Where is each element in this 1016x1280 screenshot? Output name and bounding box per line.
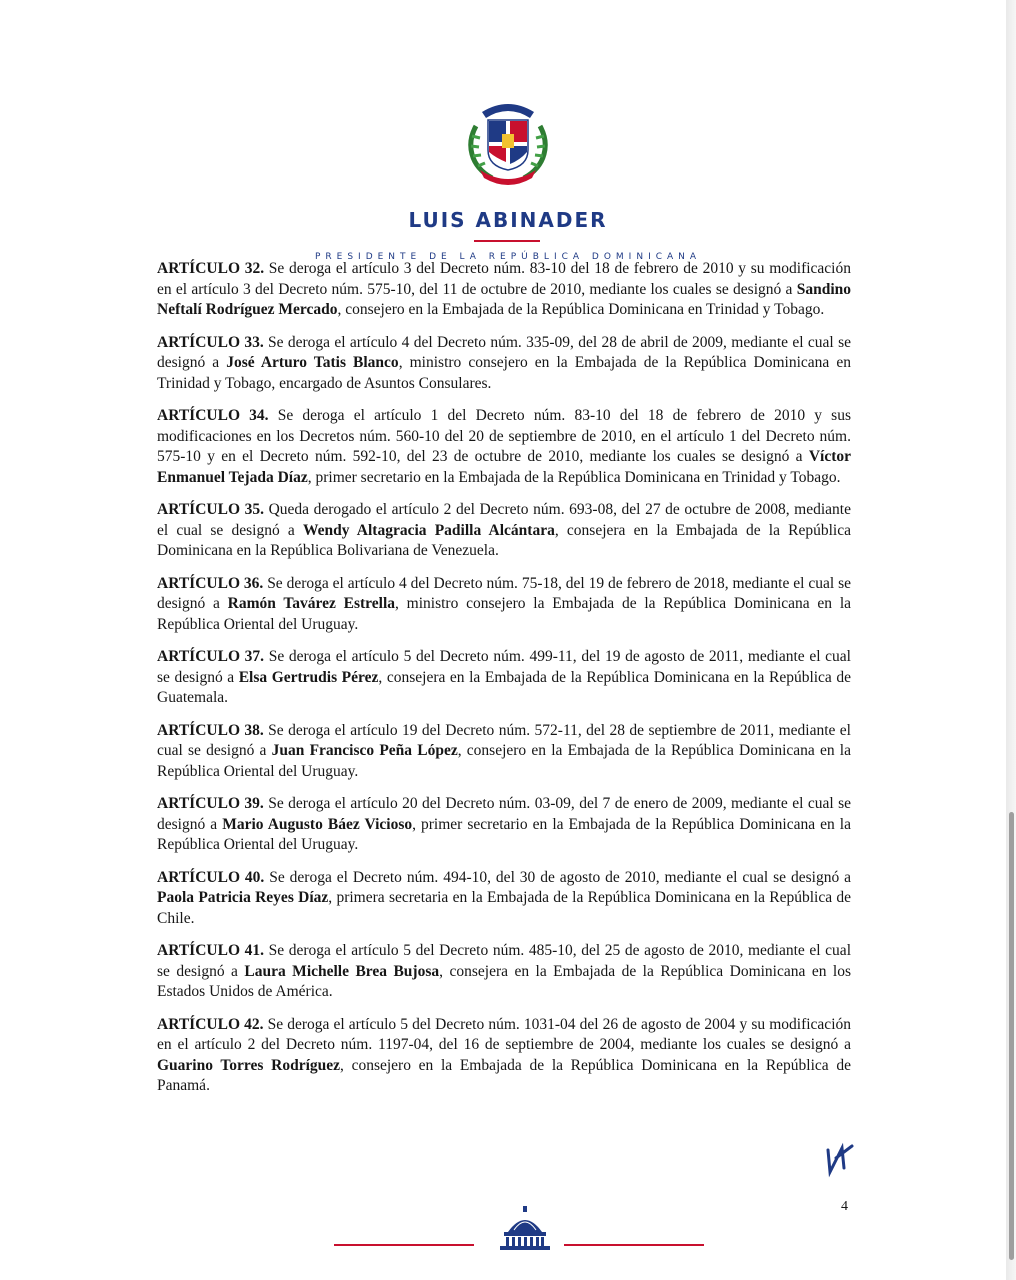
article-heading: ARTÍCULO 33.: [157, 333, 264, 351]
article-text: Se deroga el artículo 5 del Decreto núm. 485-10, del 25 de agosto de 2010, mediante el cual se designó a: [157, 942, 851, 980]
designee-name: Paola Patricia Reyes Díaz: [157, 889, 329, 906]
article-text: , consejera en la Embajada de la República Dominicana en la República de Guatemala.: [157, 668, 852, 706]
president-subtitle: PRESIDENTE DE LA REPÚBLICA DOMINICANA: [314, 252, 702, 262]
article-text: , consejero en la Embajada de la República Dominicana en Trinidad y Tobago.: [337, 301, 825, 318]
article-33: [157, 333, 851, 395]
article-heading: ARTÍCULO 34.: [157, 407, 269, 424]
article-text: , primer secretario en la Embajada de la República Dominicana en Trinidad y Tobago.: [307, 468, 841, 486]
article-36: [157, 574, 851, 636]
article-text: , consejera en la Embajada de la República Dominicana en la República Bolivariana de Venezuela.: [157, 521, 851, 559]
article-37: [157, 647, 851, 709]
article-40: [157, 868, 851, 930]
article-heading: ARTÍCULO 36.: [157, 574, 264, 592]
designee-name: Elsa Gertrudis Pérez: [238, 668, 379, 686]
footer-rule-right: [564, 1244, 704, 1246]
article-text: Se deroga el artículo 20 del Decreto núm. 03-09, del 7 de enero de 2009, mediante el cual se designó a: [157, 795, 851, 833]
president-name: LUIS ABINADER: [408, 208, 608, 232]
designee-name: Mario Augusto Báez Vicioso: [222, 815, 413, 833]
article-text: Se deroga el artículo 4 del Decreto núm. 75-18, del 19 de febrero de 2018, mediante el cual se designó a: [157, 574, 851, 612]
article-42: [157, 1015, 851, 1097]
designee-name: Guarino Torres Rodríguez: [157, 1056, 341, 1074]
coat-of-arms-icon: [462, 96, 554, 188]
article-text: Se deroga el artículo 1 del Decreto núm. 83-10 del 18 de febrero de 2010 y sus modificaciones en los Decretos núm. 560-10 del 20 de septiembre de 2010, en el artículo 1 del Decreto núm. 575-10 y en el Decreto núm. 592-10, del 23 de octubre de 2010, mediante los cuales se designó a: [157, 407, 851, 465]
designee-name: Ramón Tavárez Estrella: [227, 595, 396, 612]
article-text: Se deroga el artículo 3 del Decreto núm. 83-10 del 18 de febrero de 2010 y su modificación en el artículo 3 del Decreto núm. 575-10, del 11 de octubre de 2010, mediante los cuales se designó a: [157, 260, 851, 298]
designee-name: Wendy Altagracia Padilla Alcántara: [302, 521, 555, 539]
article-text: , primera secretaria en la Embajada de la República Dominicana en la República de Chile.: [157, 889, 852, 927]
article-heading: ARTÍCULO 39.: [157, 795, 264, 812]
article-text: , consejera en la Embajada de la República Dominicana en los Estados Unidos de América.: [157, 962, 852, 1000]
article-heading: ARTÍCULO 42.: [157, 1015, 264, 1033]
article-heading: ARTÍCULO 38.: [157, 721, 264, 739]
footer-rule-left: [334, 1244, 474, 1246]
article-text: Se deroga el artículo 5 del Decreto núm. 1031-04 del 26 de agosto de 2004 y su modificación en el artículo 2 del Decreto núm. 1197-04, del 16 de septiembre de 2004, mediante los cuales se designó a: [157, 1015, 851, 1053]
article-text: Se deroga el artículo 4 del Decreto núm. 335-09, del 28 de abril de 2009, mediante el cual se designó a: [157, 333, 851, 371]
article-heading: ARTÍCULO 37.: [157, 648, 265, 665]
article-text: , consejero en la Embajada de la República Dominicana en la República Oriental del Uruguay.: [157, 742, 851, 780]
article-34: [157, 406, 851, 488]
article-text: Se deroga el Decreto núm. 494-10, del 30 de agosto de 2010, mediante el cual se designó a: [264, 868, 852, 886]
article-heading: ARTÍCULO 40.: [157, 868, 265, 886]
name-underline: [474, 240, 540, 242]
scrollbar[interactable]: [1009, 812, 1014, 1260]
designee-name: Laura Michelle Brea Bujosa: [244, 962, 440, 980]
article-38: [157, 721, 851, 783]
palace-dome-icon: [498, 1206, 552, 1252]
article-35: [157, 500, 851, 562]
designee-name: José Arturo Tatis Blanco: [226, 354, 399, 371]
initials-signature-icon: [822, 1138, 856, 1178]
designee-name: Sandino Neftalí Rodríguez Mercado: [157, 280, 851, 318]
article-41: [157, 941, 851, 1003]
article-32: [157, 259, 851, 321]
article-text: , primer secretario en la Embajada de la República Dominicana en la República Oriental del Uruguay.: [157, 815, 851, 853]
article-heading: ARTÍCULO 35.: [157, 501, 264, 518]
article-text: , ministro consejero la Embajada de la República Dominicana en la República Oriental del Uruguay.: [157, 595, 851, 633]
article-heading: ARTÍCULO 41.: [157, 942, 264, 959]
designee-name: Víctor Enmanuel Tejada Díaz: [157, 448, 851, 486]
article-text: Se deroga el artículo 5 del Decreto núm. 499-11, del 19 de agosto de 2011, mediante el cual se designó a: [157, 648, 851, 686]
designee-name: Juan Francisco Peña López: [271, 742, 458, 759]
article-text: Queda derogado el artículo 2 del Decreto núm. 693-08, del 27 de octubre de 2008, mediante el cual se designó a: [157, 501, 851, 539]
document-body: [157, 259, 851, 1109]
article-text: Se deroga el artículo 19 del Decreto núm. 572-11, del 28 de septiembre de 2011, mediante el cual se designó a: [157, 721, 851, 759]
article-text: , consejero en la Embajada de la República Dominicana en la República de Panamá.: [157, 1056, 851, 1094]
article-39: [157, 794, 851, 856]
article-heading: ARTÍCULO 32.: [157, 260, 265, 277]
page-number: 4: [841, 1199, 848, 1214]
article-text: , ministro consejero en la Embajada de la República Dominicana en Trinidad y Tobago, encargado de Asuntos Consulares.: [157, 354, 851, 392]
